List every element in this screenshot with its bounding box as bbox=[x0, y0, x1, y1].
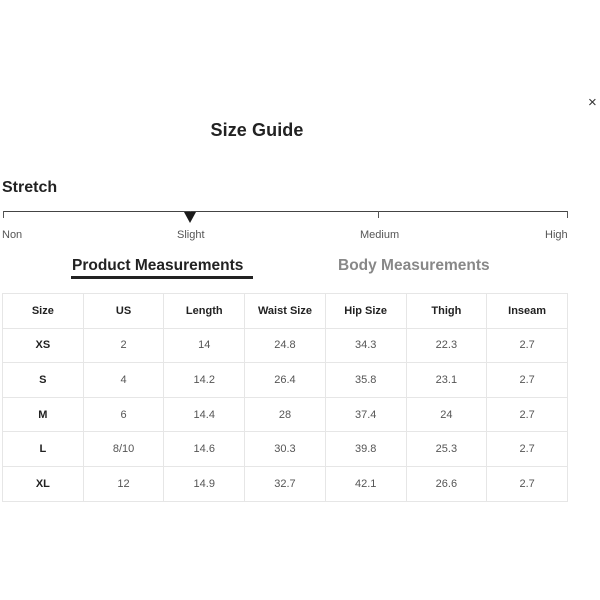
table-cell: 2.7 bbox=[487, 363, 568, 398]
column-header-inseam: Inseam bbox=[487, 294, 568, 329]
table-cell-size: XS bbox=[3, 328, 84, 363]
column-header-thigh: Thigh bbox=[406, 294, 487, 329]
table-cell-size: S bbox=[3, 363, 84, 398]
table-cell: 28 bbox=[245, 397, 326, 432]
stretch-title: Stretch bbox=[2, 179, 58, 196]
column-header-size: Size bbox=[3, 294, 84, 329]
page-title: Size Guide bbox=[210, 120, 304, 140]
stretch-label-medium: Medium bbox=[360, 229, 400, 241]
table-cell: 6 bbox=[83, 397, 164, 432]
table-cell: 14.6 bbox=[164, 432, 245, 467]
stretch-tick-non bbox=[3, 211, 4, 218]
table-cell: 4 bbox=[83, 363, 164, 398]
table-cell: 2.7 bbox=[487, 328, 568, 363]
table-cell: 2.7 bbox=[487, 397, 568, 432]
table-header-row bbox=[3, 294, 568, 329]
table-row bbox=[3, 328, 568, 363]
table-row bbox=[3, 397, 568, 432]
stretch-label-high: High bbox=[545, 229, 568, 241]
size-table bbox=[2, 293, 568, 502]
table-cell: 25.3 bbox=[406, 432, 487, 467]
table-cell: 23.1 bbox=[406, 363, 487, 398]
table-cell: 35.8 bbox=[325, 363, 406, 398]
table-cell: 30.3 bbox=[245, 432, 326, 467]
table-cell: 2.7 bbox=[487, 466, 568, 501]
column-header-us: US bbox=[83, 294, 164, 329]
table-row bbox=[3, 363, 568, 398]
table-cell-size: L bbox=[3, 432, 84, 467]
column-header-waist-size: Waist Size bbox=[245, 294, 326, 329]
table-cell: 14.4 bbox=[164, 397, 245, 432]
stretch-tick-high bbox=[567, 211, 568, 218]
tab-product-measurements[interactable]: Product Measurements bbox=[72, 257, 244, 274]
table-cell: 37.4 bbox=[325, 397, 406, 432]
table-cell: 14 bbox=[164, 328, 245, 363]
close-icon[interactable]: × bbox=[588, 94, 597, 111]
table-cell: 24.8 bbox=[245, 328, 326, 363]
table-cell: 34.3 bbox=[325, 328, 406, 363]
stretch-label-non: Non bbox=[2, 229, 23, 241]
active-tab-underline bbox=[71, 276, 253, 279]
table-cell: 32.7 bbox=[245, 466, 326, 501]
column-header-length: Length bbox=[164, 294, 245, 329]
table-cell: 26.6 bbox=[406, 466, 487, 501]
table-row bbox=[3, 466, 568, 501]
table-cell: 14.2 bbox=[164, 363, 245, 398]
table-cell: 8/10 bbox=[83, 432, 164, 467]
table-cell: 2.7 bbox=[487, 432, 568, 467]
table-cell: 39.8 bbox=[325, 432, 406, 467]
table-cell-size: M bbox=[3, 397, 84, 432]
table-cell: 42.1 bbox=[325, 466, 406, 501]
column-header-hip-size: Hip Size bbox=[325, 294, 406, 329]
table-cell: 2 bbox=[83, 328, 164, 363]
tab-body-measurements[interactable]: Body Measurements bbox=[338, 257, 490, 274]
table-cell: 26.4 bbox=[245, 363, 326, 398]
table-cell: 14.9 bbox=[164, 466, 245, 501]
stretch-label-slight: Slight bbox=[177, 229, 205, 241]
table-cell-size: XL bbox=[3, 466, 84, 501]
stretch-marker-triangle-icon bbox=[184, 212, 196, 223]
stretch-scale-line bbox=[3, 211, 568, 212]
table-cell: 22.3 bbox=[406, 328, 487, 363]
table-cell: 12 bbox=[83, 466, 164, 501]
table-cell: 24 bbox=[406, 397, 487, 432]
stretch-tick-medium bbox=[378, 211, 379, 218]
table-row bbox=[3, 432, 568, 467]
